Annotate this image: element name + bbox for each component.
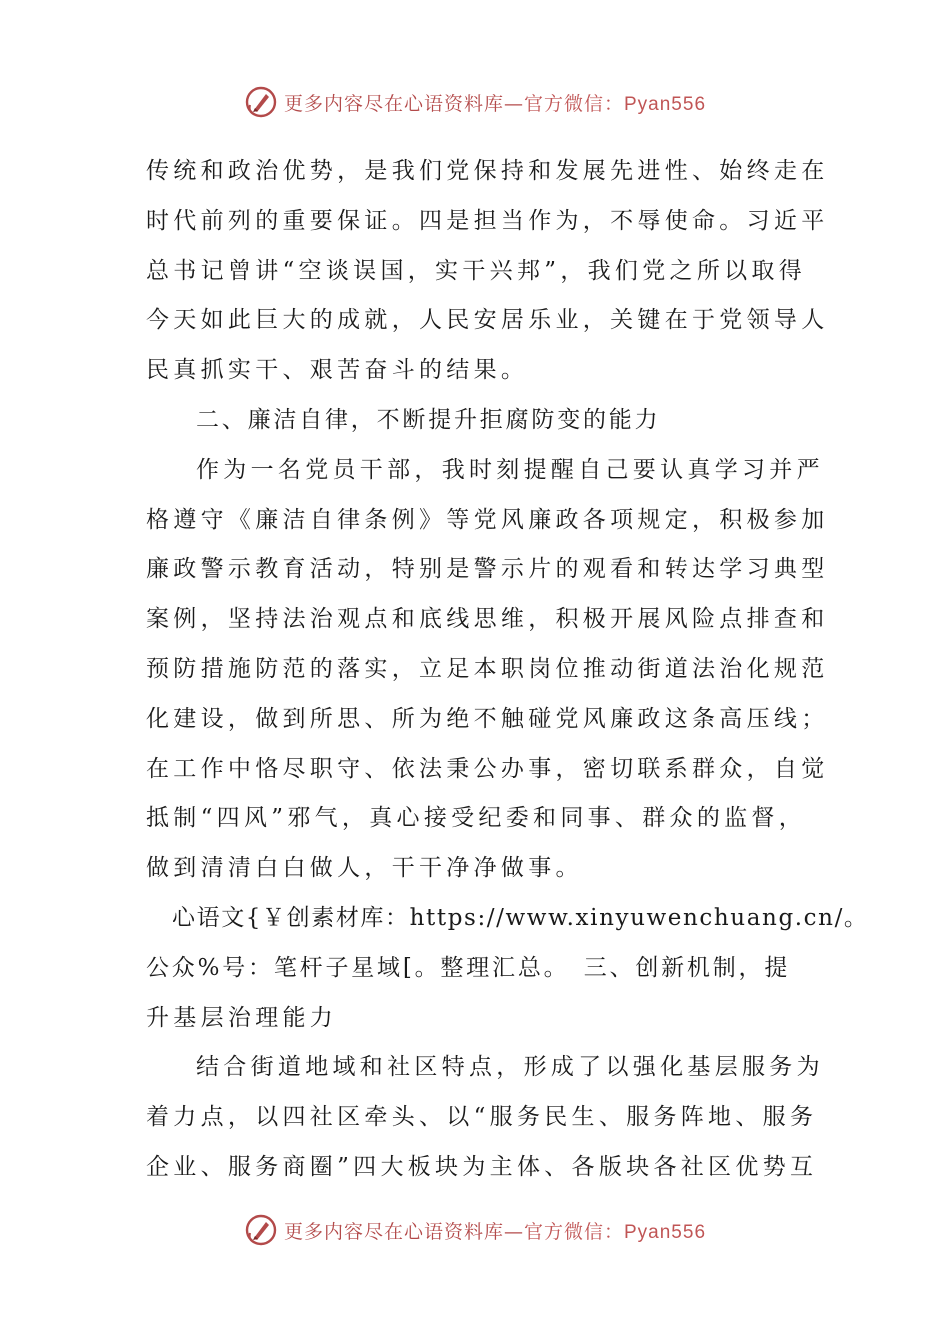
- pen-nib-logo-icon: [244, 1213, 278, 1247]
- watermark-text: 更多内容尽在心语资料库: [283, 92, 504, 115]
- text-line: 廉政警示教育活动，特别是警示片的观看和转达学习典型: [146, 556, 829, 583]
- document-body: [146, 147, 869, 1193]
- watermark-dash: —: [504, 92, 524, 115]
- pen-nib-logo-icon: [244, 85, 278, 119]
- text-line: 着力点，以四社区牵头、以“服务民生、服务阵地、服务: [146, 1104, 818, 1131]
- watermark-wechat: 官方微信：Pyan556: [524, 1221, 707, 1243]
- watermark-inline-line: 心语文{￥创素材库：https://www.xinyuwenchuang.cn/。: [172, 904, 869, 931]
- section-heading: 二、廉洁自律，不断提升拒腐防变的能力: [196, 406, 661, 433]
- text-line: 企业、服务商圈”四大板块为主体、各版块各社区优势互: [146, 1153, 818, 1180]
- text-line: 格遵守《廉洁自律条例》等党风廉政各项规定，积极参加: [146, 506, 829, 533]
- text-line: 公众%号：笔杆子星域[。整理汇总。 三、创新机制，提: [146, 954, 791, 981]
- text-line: 传统和政治优势，是我们党保持和发展先进性、始终走在: [146, 158, 829, 184]
- text-line: 预防措施防范的落实，立足本职岗位推动街道法治化规范: [146, 655, 829, 682]
- text-line: 在工作中恪尽职守、依法秉公办事，密切联系群众，自觉: [146, 755, 829, 782]
- text-line: 化建设，做到所思、所为绝不触碰党风廉政这条高压线；: [146, 705, 829, 732]
- watermark-text: 更多内容尽在心语资料库: [283, 1220, 504, 1243]
- text-line: 结合街道地域和社区特点，形成了以强化基层服务为: [196, 1054, 824, 1081]
- text-line: 作为一名党员干部，我时刻提醒自己要认真学习并严: [196, 456, 824, 483]
- text-line: 升基层治理能力: [146, 1004, 338, 1031]
- text-line: 总书记曾讲“空谈误国，实干兴邦”，我们党之所以取得: [146, 257, 807, 284]
- text-line: 做到清清白白做人，干干净净做事。: [146, 855, 583, 882]
- text-line: 时代前列的重要保证。四是担当作为，不辱使命。习近平: [146, 207, 829, 234]
- watermark-dash: —: [504, 1220, 524, 1243]
- text-line: 民真抓实干、艰苦奋斗的结果。: [146, 357, 529, 384]
- text-line: 案例，坚持法治观点和底线思维，积极开展风险点排查和: [146, 606, 829, 633]
- header-watermark-banner: [0, 82, 950, 122]
- footer-watermark-banner: [0, 1210, 950, 1250]
- watermark-wechat: 官方微信：Pyan556: [524, 93, 707, 115]
- text-line: 今天如此巨大的成就，人民安居乐业，关键在于党领导人: [146, 307, 829, 334]
- text-line: 抵制“四风”邪气，真心接受纪委和同事、群众的监督，: [146, 805, 807, 832]
